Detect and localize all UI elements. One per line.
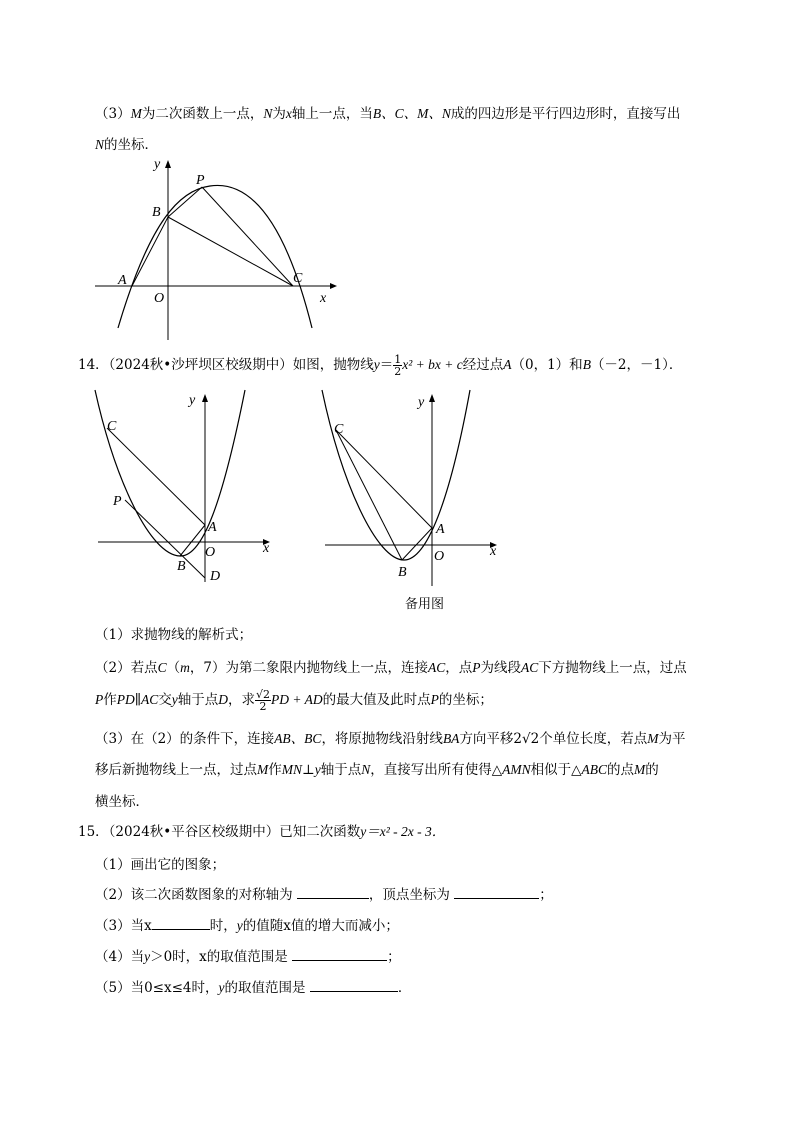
- q15-stem: 15．（2024秋•平谷区校级期中）已知二次函数y＝x² - 2x - 3．: [78, 824, 446, 840]
- q15-part4: （4）当y＞0时，x的取值范围是 ；: [95, 949, 401, 965]
- figure-caption: 备用图: [405, 597, 445, 612]
- q14-part2-line1: （2）若点C（m，7）为第二象限内抛物线上一点，连接AC，点P为线段AC下方抛物线上一点，过点: [95, 660, 687, 676]
- answer-blank-decreasing[interactable]: [152, 917, 210, 930]
- label-o: O: [154, 291, 165, 306]
- q14-part2-line2: P作PD∥AC交y轴于点D，求 $\frac{√2}{2}$ PD + AD的最大值及此时点P的坐标；: [95, 688, 493, 713]
- label-a: A: [436, 522, 445, 537]
- q14-stem: 14．（2024秋•沙坪坝区校级期中）如图，抛物线y＝ $\frac{1}{2}$ x² + bx + c经过点A（0，1）和B（－2，－1）．: [78, 353, 683, 378]
- q14-part1: （1）求抛物线的解析式；: [95, 627, 253, 643]
- label-y: y: [418, 395, 425, 410]
- parabola: [322, 390, 470, 560]
- segment-ab: [132, 217, 168, 286]
- y-axis-arrow: [429, 394, 435, 402]
- q15-part1: （1）画出它的图象；: [95, 857, 226, 873]
- fraction-sqrt2-over-2: $\frac{√2}{2}$: [255, 688, 270, 713]
- fraction-one-half: $\frac{1}{2}$: [394, 353, 402, 378]
- answer-blank-y-range[interactable]: [310, 979, 398, 992]
- label-p: P: [113, 494, 122, 509]
- q14-part3-line2: 移后新抛物线上一点，过点M作MN⊥y轴于点N，直接写出所有使得△AMN相似于△ABC的点M的: [95, 762, 659, 778]
- answer-blank-vertex[interactable]: [454, 886, 539, 899]
- label-p: P: [196, 173, 205, 188]
- x-axis-arrow: [330, 283, 337, 289]
- segment-ba: [180, 525, 205, 556]
- label-a: A: [118, 273, 127, 288]
- label-a: A: [208, 520, 217, 535]
- label-o: O: [205, 545, 216, 560]
- segment-ca: [107, 428, 205, 525]
- label-c: C: [293, 271, 303, 286]
- q15-part5: （5）当0≤x≤4时，y的取值范围是 ．: [95, 980, 412, 996]
- answer-blank-axis[interactable]: [297, 886, 369, 899]
- q13-part3-line1: （3）M为二次函数上一点，N为x轴上一点，当B、C、M、N成的四边形是平行四边形时，直接写出: [95, 106, 681, 122]
- label-y: y: [189, 393, 196, 408]
- label-b: B: [398, 565, 407, 580]
- answer-blank-x-range[interactable]: [292, 948, 387, 961]
- y-axis-arrow: [165, 160, 171, 168]
- label-c: C: [334, 422, 344, 437]
- figure-q14-spare: [322, 390, 512, 590]
- q13-part3-line2: N的坐标．: [95, 137, 159, 153]
- q15-part3: （3）当x 时，y的值随x值的增大而减小；: [95, 918, 399, 934]
- y-axis-arrow: [202, 394, 208, 402]
- label-y: y: [154, 157, 161, 172]
- label-x: x: [263, 541, 270, 556]
- segment-ca: [336, 430, 432, 528]
- label-b: B: [177, 559, 186, 574]
- label-b: B: [152, 205, 161, 220]
- parabola: [95, 390, 245, 556]
- segment-bp: [168, 187, 202, 217]
- q14-part3-line3: 横坐标．: [95, 794, 149, 810]
- figure-q14-main: [95, 390, 285, 590]
- label-c: C: [107, 419, 117, 434]
- label-o: O: [434, 549, 445, 564]
- q15-part2: （2）该二次函数图象的对称轴为 ，顶点坐标为 ；: [95, 887, 553, 903]
- segment-cb: [336, 430, 402, 560]
- label-x: x: [320, 291, 327, 306]
- label-d: D: [210, 569, 221, 584]
- figure-q13: [90, 150, 350, 345]
- segment-pd: [125, 500, 205, 578]
- segment-ba: [402, 528, 432, 560]
- q14-part3-line1: （3）在（2）的条件下，连接AB、BC，将原抛物线沿射线BA方向平移2√2个单位长度，若点M为平: [95, 731, 686, 747]
- label-x: x: [490, 544, 497, 559]
